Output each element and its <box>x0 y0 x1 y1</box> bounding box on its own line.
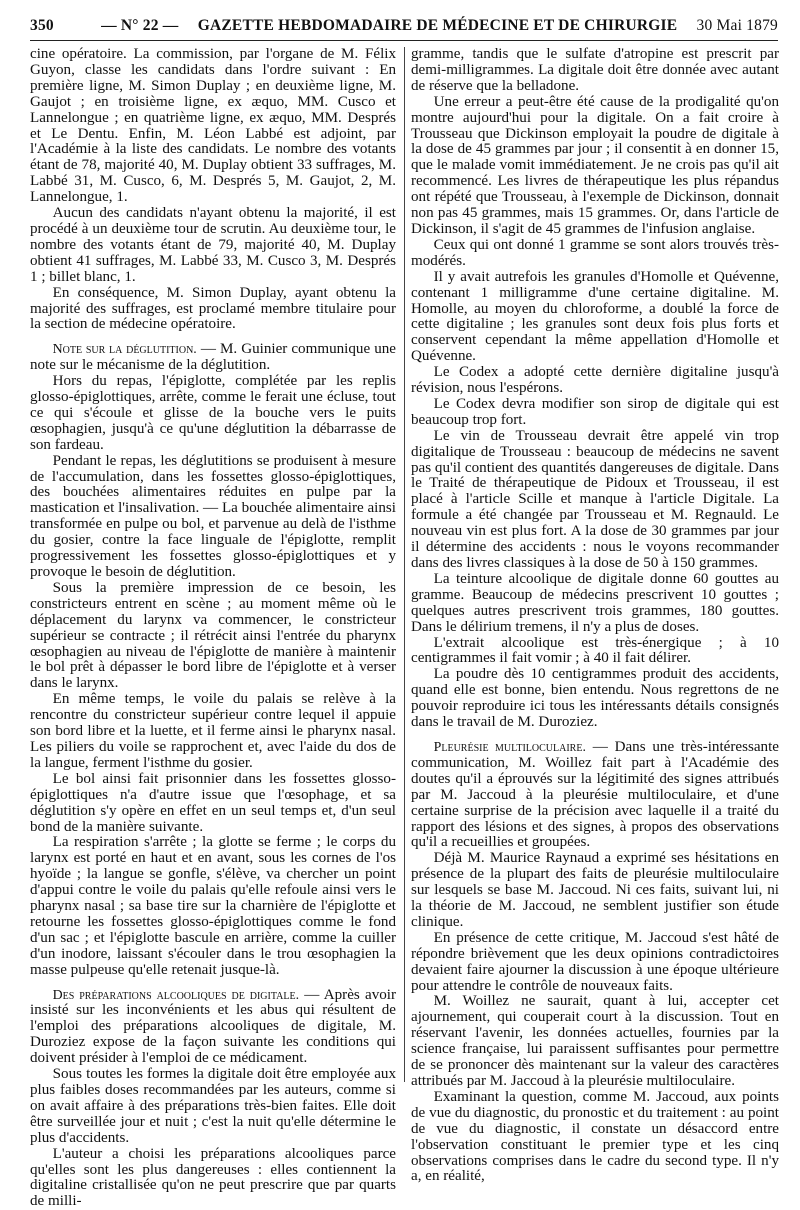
paragraph: Ceux qui ont donné 1 gramme se sont alors trouvés très-modérés. <box>411 236 779 269</box>
journal-title: GAZETTE HEBDOMADAIRE DE MÉDECINE ET DE CHIRURGIE <box>197 17 678 34</box>
section-lead: — Après avoir insisté sur les inconvénients et les abus qui résultent de l'emploi des préparations alcooliques de digitale, M. Duroziez expose de la façon suivante les conditions qui doivent présider à l'emploi de ce médicament. <box>30 986 397 1067</box>
paragraph: La teinture alcoolique de digitale donne 60 gouttes au gramme. Beaucoup de médecins prescrivent 10 gouttes ; quelques autres prescrivent trois grammes, 180 gouttes. Dans le délirium tremens, il n'y a plus de doses. <box>411 570 779 635</box>
section-digitale <box>30 988 396 1068</box>
issue-number: — N° 22 — <box>101 17 179 34</box>
issue-date: 30 Mai 1879 <box>696 17 778 34</box>
section-heading: Pleurésie multiloculaire. <box>433 739 586 755</box>
section-pleuresie <box>411 740 779 851</box>
paragraph: Le Codex a adopté cette dernière digitaline jusqu'à révision, nous l'espérons. <box>411 364 779 397</box>
paragraph: Hors du repas, l'épiglotte, complétée par les replis glosso-épiglottiques, arrête, comme le ferait une écluse, tout ce qui s'écoule et glisse de la bouche vers le puits œsophagien, jusqu'à ce qu'une déglutition la débarrasse de son fardeau. <box>30 373 396 453</box>
paragraph: En présence de cette critique, M. Jaccoud s'est hâté de répondre brièvement que les deux opinions contradictoires devaient faire ajourner la discussion à une époque ultérieure pour attendre le contrôle de nouveaux faits. <box>411 929 779 994</box>
paragraph: Il y avait autrefois les granules d'Homolle et Quévenne, contenant 1 milligramme d'une certaine digitaline. M. Homolle, au moyen du chloroforme, a doublé la force de cette digitaline ; les granules sont deux fois plus forts et conservent cependant la même appellation d'Homolle et Quévenne. <box>411 268 779 365</box>
section-deglutition <box>30 342 396 374</box>
paragraph: La poudre dès 10 centigrammes produit des accidents, quand elle est bonne, bien entendu. Nous regrettons de ne pouvoir reproduire ici tous les intéressants détails consignés dans le travail de M. Duroziez. <box>411 666 779 731</box>
column-divider <box>404 47 405 1082</box>
paragraph: Aucun des candidats n'ayant obtenu la majorité, il est procédé à un deuxième tour de scrutin. Au deuxième tour, le nombre des votants étant de 79, majorité 40, M. Duplay obtient 41 suffrages, M. Labbé 33, M. Cusco 3, M. Després 1 ; billet blanc, 1. <box>30 205 396 285</box>
paragraph: L'auteur a choisi les préparations alcooliques parce qu'elles sont les plus dangereuses : elles contiennent la digitaline cristallisée qu'on ne peut prescrire que par quarts de milli- <box>30 1145 396 1210</box>
section-heading: Note sur la déglutition. <box>52 342 197 358</box>
paragraph: En même temps, le voile du palais se relève à la rencontre du constricteur supérieur contre lequel il appuie son bord libre et la luette, et il ferme ainsi le pharynx nasal. Les piliers du voile se rapprochent et, avec l'aide du dos de la langue, ferment l'isthme du gosier. <box>30 691 396 771</box>
paragraph: Pendant le repas, les déglutitions se produisent à mesure de l'accumulation, dans les fossettes glosso-épiglottiques, des bouchées alimentaires réduites en pulpe par la mastication et l'insalivation. — La bouchée alimentaire ainsi transformée en pulpe ou bol, et parvenue au delà de l'isthme du gosier, contre la face linguale de l'épiglotte, remplit progressivement les fossettes glosso-épiglottiques et y provoque le besoin de déglutition. <box>30 452 396 580</box>
paragraph: Examinant la question, comme M. Jaccoud, aux points de vue du diagnostic, du pronostic et du traitement : au point de vue du diagnostic, il constate un désaccord entre l'observation constituant le premier type et les cinq observations comprises dans le cadre du second type. Il n'y a, en réalité, <box>411 1088 779 1185</box>
paragraph: Sous la première impression de ce besoin, les constricteurs entrent en scène ; au moment même où le déplacement du larynx va commencer, le constricteur supérieur se contracte ; il rétrécit ainsi l'entrée du pharynx œsophagien au niveau de l'épiglotte de manière à maintenir le bol prêt à dépasser le bord libre de l'épiglotte et à verser dans le larynx. <box>30 579 396 692</box>
paragraph: cine opératoire. La commission, par l'organe de M. Félix Guyon, classe les candidats dans l'ordre suivant : En première ligne, M. Simon Duplay ; en deuxième ligne, M. Gaujot ; en troisième ligne, ex æquo, MM. Cusco et Lannelongue ; en quatrième ligne, ex æquo, MM. Després et Le Dentu. Enfin, M. Léon Labbé est adjoint, par l'Académie à la liste des candidats. Le nombre des votants étant de 78, majorité 40, M. Duplay obtient 33 suffrages, M. Labbé 31, M. Cusco, 6, M. Després 5, M. Gaujot, 2, M. Lannelongue, 1. <box>30 46 396 206</box>
section-heading: Des préparations alcooliques de digitale. <box>52 987 300 1003</box>
paragraph: gramme, tandis que le sulfate d'atropine est prescrit par demi-milligrammes. La digitale doit être donnée avec autant de réserve que la belladone. <box>411 46 779 94</box>
right-column <box>411 46 779 1185</box>
paragraph: En conséquence, M. Simon Duplay, ayant obtenu la majorité des suffrages, est proclamé membre titulaire pour la section de médecine opératoire. <box>30 284 396 333</box>
paragraph: Une erreur a peut-être été cause de la prodigalité qu'on montre aujourd'hui pour la digitale. On a fait croire à Trousseau que Dickinson employait la poudre de digitale à la dose de 45 grammes par jour ; il consentit à en donner 15, que le malade vomit immédiatement. Je ne crois pas qu'il ait recommencé. Les livres de thérapeutique les plus répandus ont répété que Trousseau, à l'exemple de Dickinson, donnait non pas 45 grammes, mais 15 grammes. Or, dans l'article de Dickinson, il s'agit de 45 grammes de l'infusion anglaise. <box>411 93 779 237</box>
paragraph: Le vin de Trousseau devrait être appelé vin trop digitalique de Trousseau : beaucoup de médecins ne savent pas qu'il contient des quantités dangereuses de digitale. Dans le Traité de thérapeutique de Pidoux et Trousseau, il est placé à l'article Scille et manque à l'article Digitale. La formule a été changée par Trousseau et M. Regnauld. Le nouveau vin est plus fort. A la dose de 30 grammes par jour il détermine des accidents : nous le voyons recommander dans des livres classiques à la dose de 50 à 150 grammes. <box>411 427 779 571</box>
paragraph: La respiration s'arrête ; la glotte se ferme ; le corps du larynx est porté en haut et en avant, sous les cornes de l'os hyoïde ; la langue se gonfle, s'élève, va chercher un point d'appui contre le voile du palais qu'elle refoule ainsi vers le pharynx nasal ; sa base tire sur la charnière de l'épiglotte et retourne les fossettes glosso-épiglottiques comme le fond d'un sac ; et l'épiglotte bascule en arrière, comme la cuiller d'un inodore, laissant s'écouler dans le trou œsophagien la masse pulpeuse qu'elle retenait jusque-là. <box>30 834 396 978</box>
paragraph: Le bol ainsi fait prisonnier dans les fossettes glosso-épiglottiques n'a d'autre issue que l'œsophage, et sa déglutition s'y opère en effet en un seul temps et, d'un seul bond de la manière suivante. <box>30 770 396 835</box>
section-lead: — Dans une très-intéressante communication, M. Woillez fait part à l'Académie des doutes qu'il a éprouvés sur la légitimité des signes attribués par M. Jaccoud à la pleurésie multiloculaire, et d'une certaine surprise de la précision avec laquelle il a traité du rapport des lésions et des signes, à propos des observations qu'il a recueillies et groupées. <box>411 738 779 851</box>
section-lead: — M. Guinier communique une note sur le mécanisme de la déglutition. <box>30 341 396 374</box>
page-header <box>30 12 778 41</box>
paragraph: M. Woillez ne saurait, quant à lui, accepter cet ajournement, qui couperait court à la discussion. Tout en réservant l'avenir, les données actuelles, fournies par la science française, lui paraissent suffisantes pour permettre de se prononcer dès maintenant sur la valeur des caractères attribués par M. Jaccoud à la pleurésie multiloculaire. <box>411 993 779 1089</box>
page-number: 350 <box>30 17 54 34</box>
left-column <box>30 46 397 1210</box>
paragraph: Déjà M. Maurice Raynaud a exprimé ses hésitations en présence de la plupart des faits de pleurésie multiloculaire sur lesquels se base M. Jaccoud. Ni ces faits, suivant lui, ni la théorie de M. Jaccoud, ne semblent justifier son étude clinique. <box>411 850 779 930</box>
paragraph: L'extrait alcoolique est très-énergique ; à 10 centigrammes il fait vomir ; à 40 il fait délirer. <box>411 634 779 667</box>
paragraph: Sous toutes les formes la digitale doit être employée aux plus faibles doses recommandées par les auteurs, comme si on avait affaire à des préparations très-bien faites. Elle doit être surveillée jour et nuit ; c'est la nuit qu'elle détermine le plus d'accidents. <box>30 1066 396 1146</box>
paragraph: Le Codex devra modifier son sirop de digitale qui est beaucoup trop fort. <box>411 395 779 428</box>
